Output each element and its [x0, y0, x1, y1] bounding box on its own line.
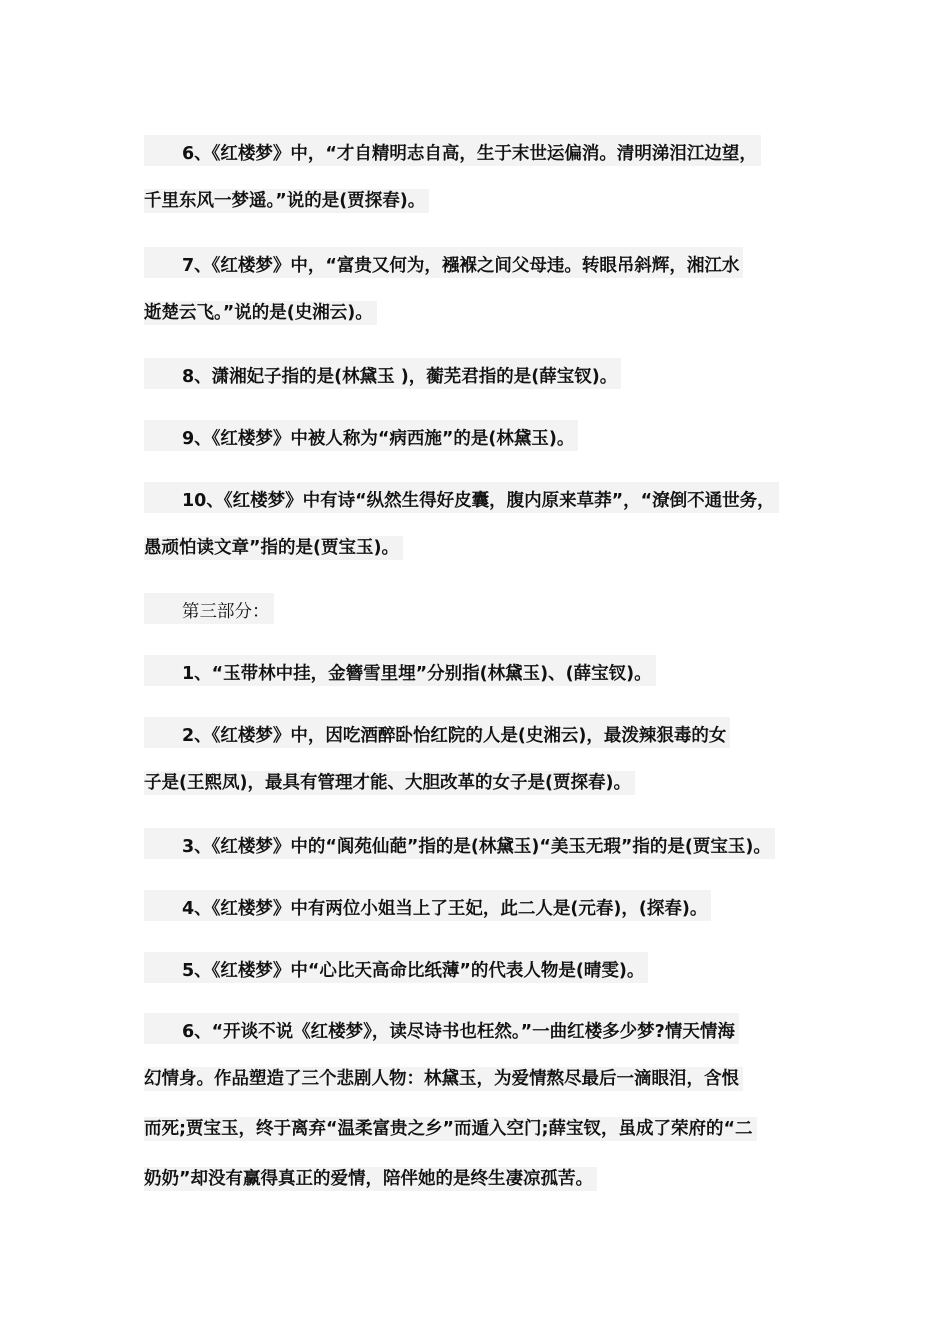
- paragraph-line: 7、《红楼梦》中，“富贵又何为，襁褓之间父母违。转眼吊斜辉，湘江水: [182, 256, 740, 276]
- paragraph-line: 奶奶”却没有赢得真正的爱情，陪伴她的是终生凄凉孤苦。: [144, 1168, 593, 1189]
- paragraph-item-9: [144, 410, 834, 460]
- paragraph-line: 6、《红楼梦》中，“才自精明志自高，生于末世运偏消。清明涕泪江边望，: [182, 144, 757, 164]
- paragraph-item-8: [144, 348, 834, 398]
- paragraph-line: 8、潇湘妃子指的是(林黛玉 )，蘅芜君指的是(薛宝钗)。: [182, 367, 618, 387]
- paragraph-item-s3-5: [144, 942, 834, 992]
- paragraph-item-s3-6: [144, 1003, 834, 1203]
- paragraph-line: 9、《红楼梦》中被人称为“病西施”的是(林黛玉)。: [182, 429, 575, 449]
- paragraph-line: 幻情身。作品塑造了三个悲剧人物：林黛玉，为爱情熬尽最后一滴眼泪，含恨: [144, 1068, 739, 1089]
- paragraph-line: 愚顽怕读文章”指的是(贾宝玉)。: [144, 537, 399, 558]
- paragraph-item-s3-2: [144, 707, 834, 807]
- paragraph-line: 10、《红楼梦》中有诗“纵然生得好皮囊，腹内原来草莽”，“潦倒不通世务，: [182, 491, 775, 511]
- paragraph-line: 5、《红楼梦》中“心比天高命比纸薄”的代表人物是(晴雯)。: [182, 961, 645, 981]
- paragraph-item-6: [144, 125, 834, 225]
- paragraph-item-s3-4: [144, 880, 834, 930]
- section-title: 第三部分：: [182, 602, 270, 622]
- paragraph-line: 4、《红楼梦》中有两位小姐当上了王妃，此二人是(元春)，(探春)。: [182, 899, 708, 919]
- paragraph-line: 1、“玉带林中挂，金簪雪里埋”分别指(林黛玉)、(薛宝钗)。: [182, 664, 652, 684]
- paragraph-item-10: [144, 472, 834, 572]
- paragraph-item-s3-1: [144, 645, 834, 695]
- paragraph-line: 2、《红楼梦》中，因吃酒醉卧怡红院的人是(史湘云)，最泼辣狠毒的女: [182, 726, 727, 746]
- paragraph-item-s3-3: [144, 818, 834, 868]
- section-heading: [144, 583, 834, 633]
- paragraph-line: 6、“开谈不说《红楼梦》，读尽诗书也枉然。”一曲红楼多少梦?情天情海: [182, 1022, 735, 1042]
- paragraph-line: 千里东风一梦遥。”说的是(贾探春)。: [144, 190, 426, 211]
- paragraph-line: 3、《红楼梦》中的“阆苑仙葩”指的是(林黛玉)“美玉无瑕”指的是(贾宝玉)。: [182, 837, 771, 857]
- paragraph-line: 逝楚云飞。”说的是(史湘云)。: [144, 302, 373, 323]
- paragraph-item-7: [144, 237, 834, 337]
- paragraph-line: 而死;贾宝玉，终于离弃“温柔富贵之乡”而遁入空门;薛宝钗，虽成了荣府的“二: [144, 1118, 753, 1139]
- paragraph-line: 子是(王熙凤)，最具有管理才能、大胆改革的女子是(贾探春)。: [144, 772, 631, 793]
